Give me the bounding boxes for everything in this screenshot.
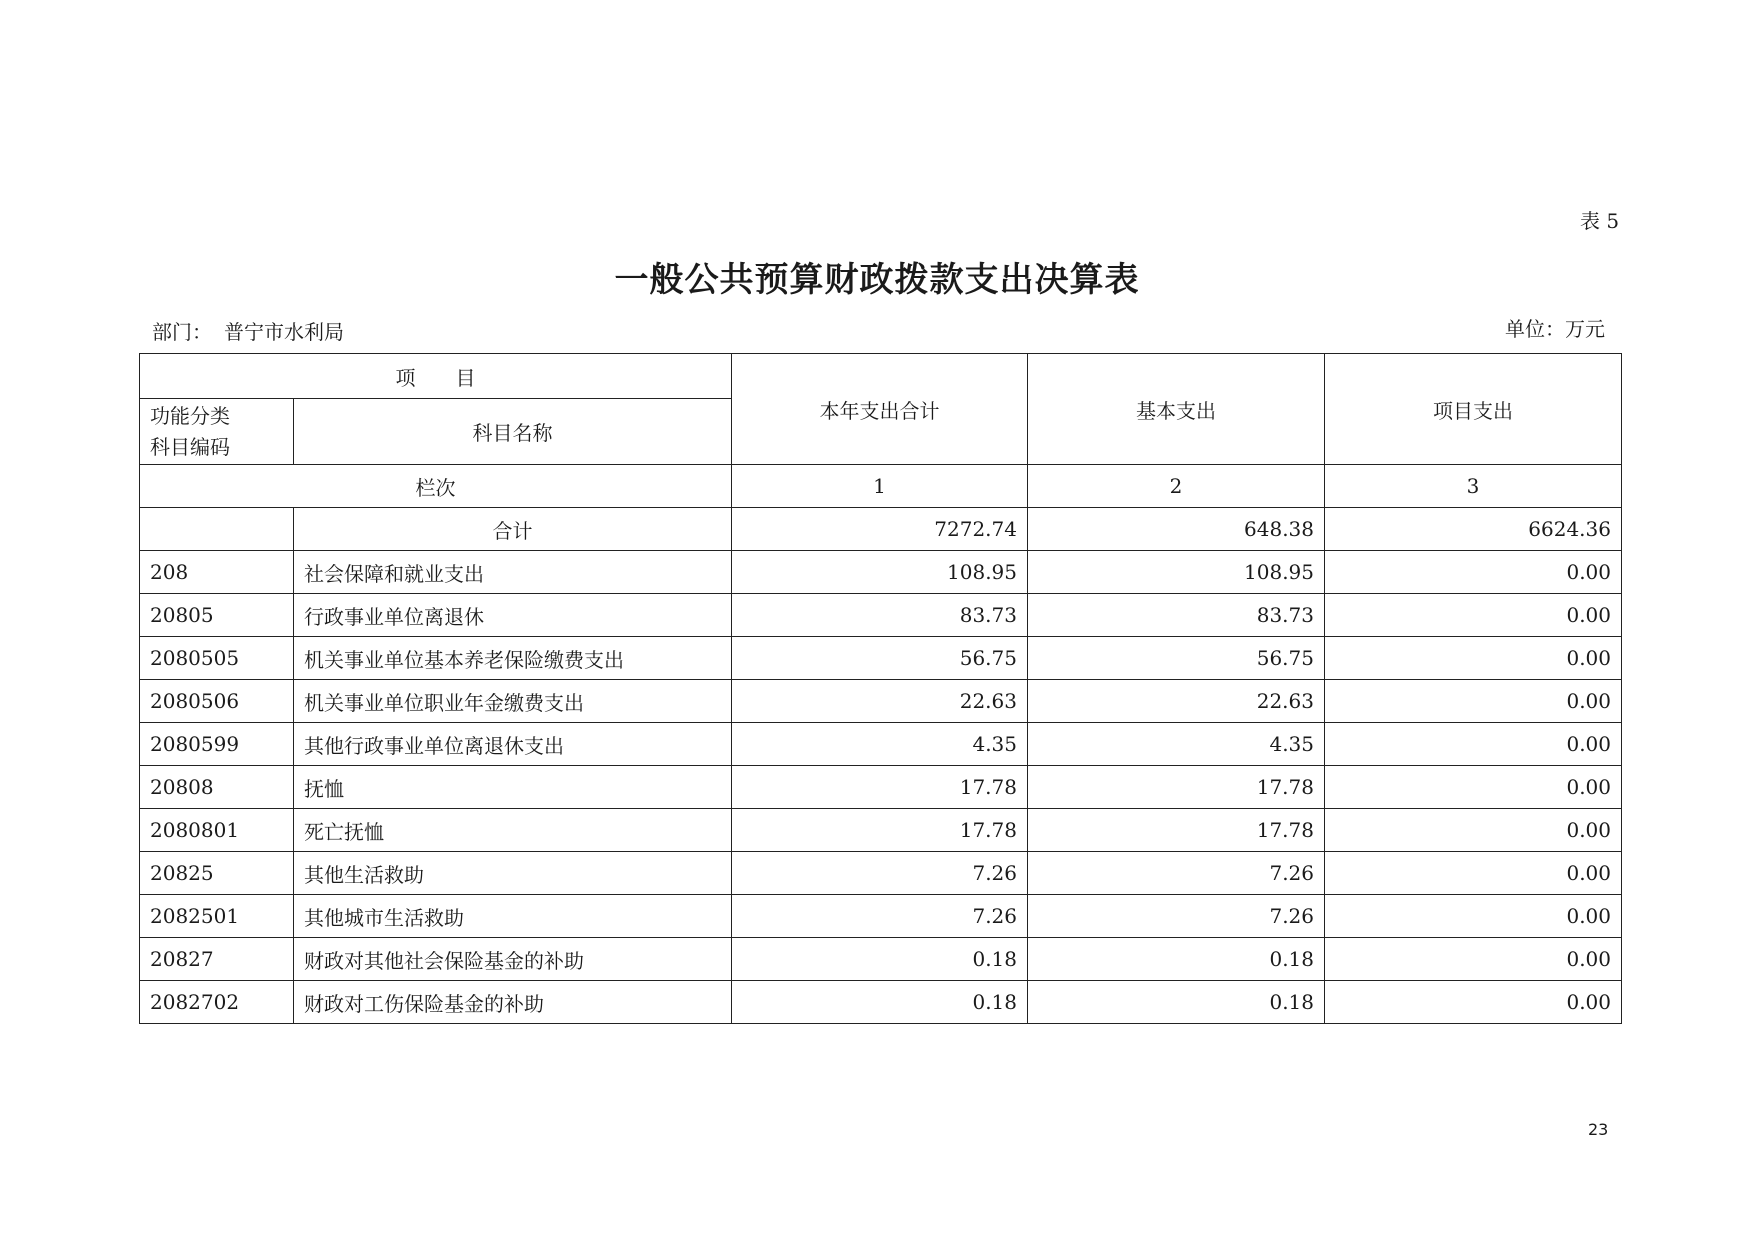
table-row [140,809,1622,852]
row-project: 0.00 [1325,981,1622,1024]
row-code: 20825 [140,852,294,895]
table-row [140,551,1622,594]
row-basic: 7.26 [1028,895,1325,938]
row-total: 0.18 [732,981,1028,1024]
row-total: 4.35 [732,723,1028,766]
row-code: 2080505 [140,637,294,680]
row-code: 2080506 [140,680,294,723]
row-total: 56.75 [732,637,1028,680]
row-basic: 4.35 [1028,723,1325,766]
row-name: 财政对其他社会保险基金的补助 [294,938,732,981]
row-total: 108.95 [732,551,1028,594]
page-number: 23 [1588,1120,1609,1139]
row-basic: 0.18 [1028,981,1325,1024]
row-name: 机关事业单位基本养老保险缴费支出 [294,637,732,680]
total-row-code [140,508,294,551]
column-index-3: 3 [1325,465,1622,508]
table-row [140,723,1622,766]
row-name: 抚恤 [294,766,732,809]
row-project: 0.00 [1325,852,1622,895]
total-row-total: 7272.74 [732,508,1028,551]
item-header: 项 目 [140,354,732,399]
department-name: 普宁市水利局 [224,320,344,344]
row-total: 83.73 [732,594,1028,637]
row-project: 0.00 [1325,551,1622,594]
unit-label: 单位：万元 [1505,317,1605,341]
column-index-2: 2 [1028,465,1325,508]
total-row-basic: 648.38 [1028,508,1325,551]
row-code: 20805 [140,594,294,637]
row-basic: 56.75 [1028,637,1325,680]
total-row-project: 6624.36 [1325,508,1622,551]
row-name: 死亡抚恤 [294,809,732,852]
row-project: 0.00 [1325,895,1622,938]
row-project: 0.00 [1325,766,1622,809]
table-row [140,766,1622,809]
row-code: 2082702 [140,981,294,1024]
row-basic: 17.78 [1028,809,1325,852]
row-name: 其他生活救助 [294,852,732,895]
row-name: 其他行政事业单位离退休支出 [294,723,732,766]
row-name: 社会保障和就业支出 [294,551,732,594]
row-basic: 22.63 [1028,680,1325,723]
row-name: 机关事业单位职业年金缴费支出 [294,680,732,723]
row-name: 财政对工伤保险基金的补助 [294,981,732,1024]
project-column-header: 项目支出 [1325,354,1622,465]
table-row [140,852,1622,895]
row-basic: 83.73 [1028,594,1325,637]
table-row [140,895,1622,938]
total-column-header: 本年支出合计 [732,354,1028,465]
table-number: 表 5 [1580,209,1620,233]
table-row [140,594,1622,637]
row-code: 2080801 [140,809,294,852]
row-total: 17.78 [732,809,1028,852]
page-title: 一般公共预算财政拨款支出决算表 [614,260,1140,300]
total-row [140,508,1622,551]
row-total: 7.26 [732,895,1028,938]
row-basic: 0.18 [1028,938,1325,981]
table-row [140,981,1622,1024]
row-basic: 108.95 [1028,551,1325,594]
row-basic: 7.26 [1028,852,1325,895]
code-header-line2: 科目编码 [150,434,230,459]
expenditure-table [139,353,1622,1024]
department-label: 部门： [152,320,212,344]
row-total: 22.63 [732,680,1028,723]
row-name: 其他城市生活救助 [294,895,732,938]
row-name: 行政事业单位离退休 [294,594,732,637]
row-project: 0.00 [1325,680,1622,723]
department-line [152,316,344,345]
basic-column-header: 基本支出 [1028,354,1325,465]
row-project: 0.00 [1325,594,1622,637]
row-project: 0.00 [1325,938,1622,981]
row-code: 208 [140,551,294,594]
row-total: 17.78 [732,766,1028,809]
column-index-label: 栏次 [140,465,732,508]
column-index-1: 1 [732,465,1028,508]
row-code: 20827 [140,938,294,981]
row-code: 2082501 [140,895,294,938]
code-column-header [140,399,294,465]
row-project: 0.00 [1325,809,1622,852]
code-header-line1: 功能分类 [150,403,230,428]
row-total: 0.18 [732,938,1028,981]
table-row [140,637,1622,680]
name-column-header: 科目名称 [294,399,732,465]
row-code: 20808 [140,766,294,809]
row-basic: 17.78 [1028,766,1325,809]
row-total: 7.26 [732,852,1028,895]
table-row [140,680,1622,723]
row-project: 0.00 [1325,723,1622,766]
row-project: 0.00 [1325,637,1622,680]
row-code: 2080599 [140,723,294,766]
table-row [140,938,1622,981]
total-row-label: 合计 [294,508,732,551]
